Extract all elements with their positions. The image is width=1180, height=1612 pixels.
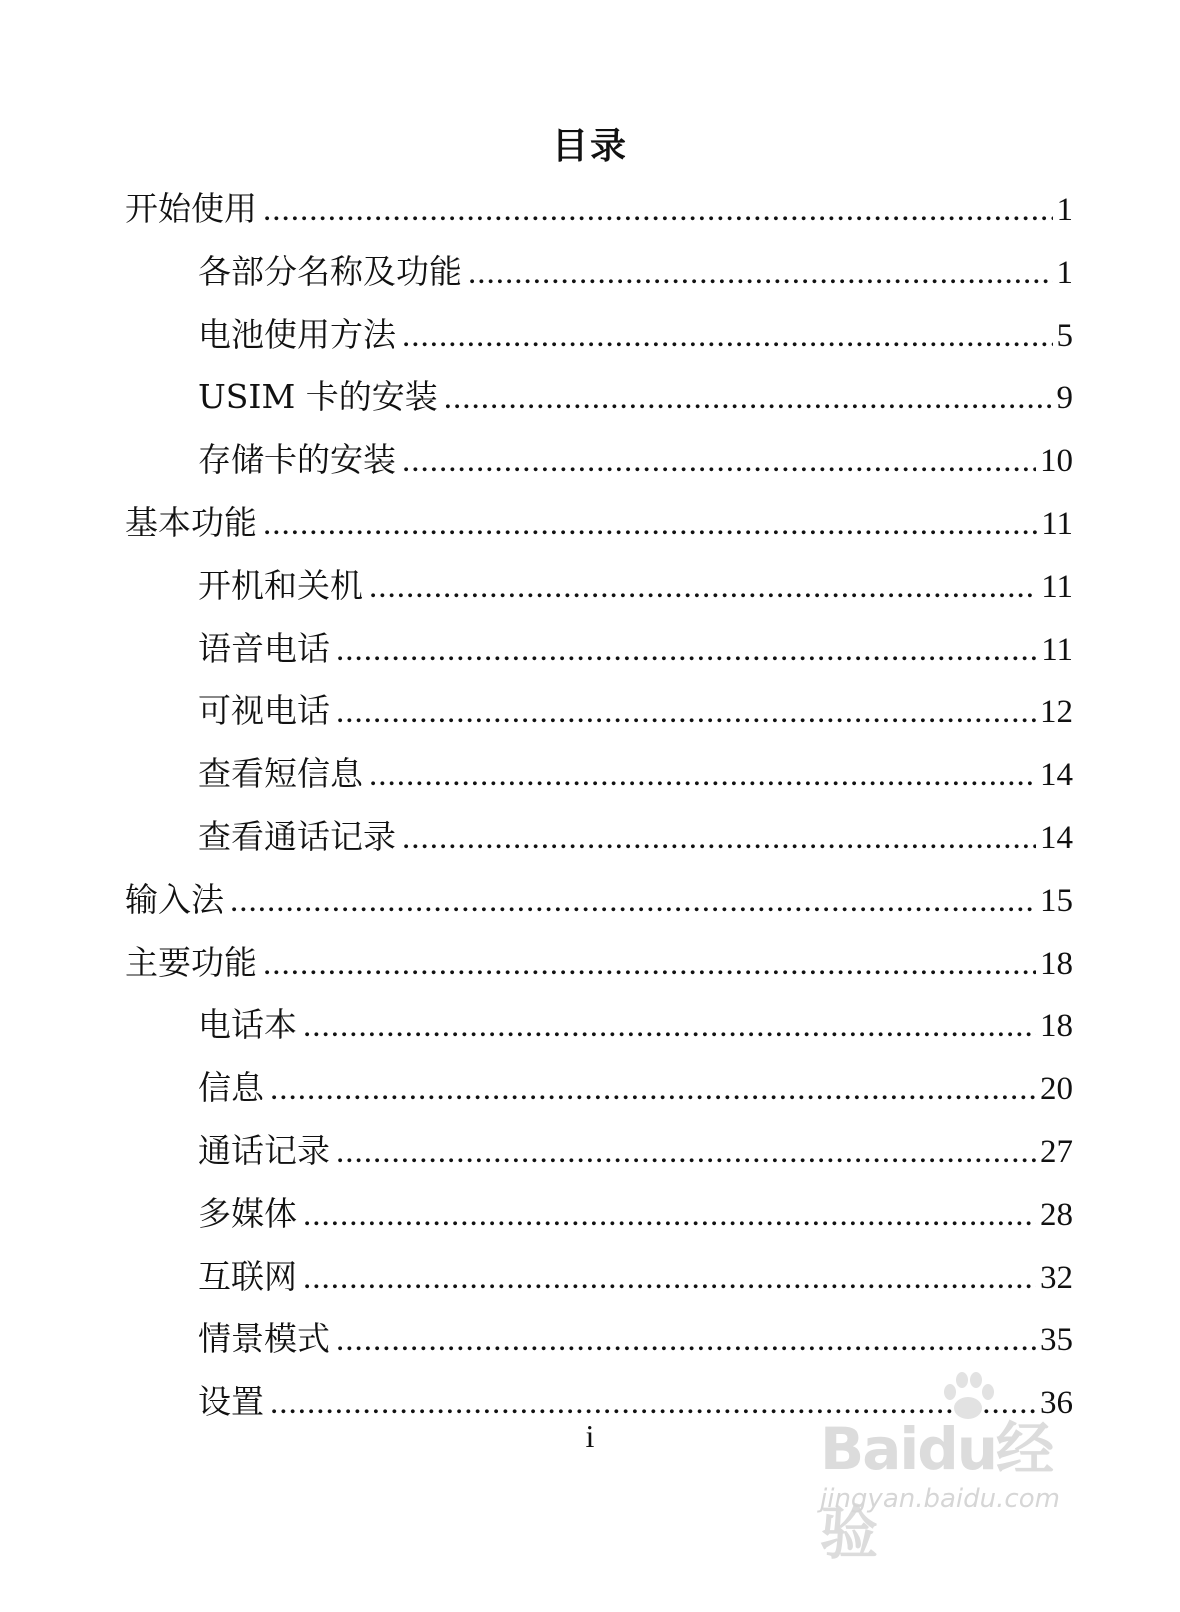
toc-leader xyxy=(270,1058,1036,1121)
toc-entry[interactable] xyxy=(125,743,1073,806)
toc-entry[interactable] xyxy=(125,178,1073,241)
toc-entry-page: 18 xyxy=(1040,945,1073,982)
toc-entry-label: 信息 xyxy=(198,1068,264,1108)
toc-leader xyxy=(402,430,1036,493)
toc-entry[interactable] xyxy=(125,304,1073,367)
toc-leader xyxy=(402,807,1036,870)
page-number: i xyxy=(585,1418,595,1454)
toc-entry[interactable] xyxy=(125,1183,1073,1246)
toc-entry[interactable] xyxy=(125,555,1073,618)
toc-entry-label: 查看通话记录 xyxy=(198,816,396,856)
toc-entry-label: 情景模式 xyxy=(198,1319,330,1359)
toc-leader xyxy=(263,933,1036,996)
toc-entry[interactable] xyxy=(125,806,1073,869)
toc-entry-page: 20 xyxy=(1040,1071,1073,1108)
toc-leader xyxy=(303,1247,1036,1310)
toc-entry-label: 通话记录 xyxy=(198,1130,330,1170)
toc-leader xyxy=(336,1121,1036,1184)
toc-entry-page: 11 xyxy=(1041,505,1073,542)
toc-entry-page: 36 xyxy=(1040,1385,1073,1422)
toc-entry[interactable] xyxy=(125,1057,1073,1120)
toc-leader xyxy=(468,242,1053,305)
toc-entry[interactable] xyxy=(125,618,1073,681)
toc-entry-page: 11 xyxy=(1041,568,1073,605)
toc-leader xyxy=(303,1184,1036,1247)
toc-entry-label: 开机和关机 xyxy=(198,565,363,605)
toc-entry-label: 电话本 xyxy=(198,1005,297,1045)
page-title: 目录 xyxy=(551,125,628,167)
toc-entry-label: 电池使用方法 xyxy=(198,314,396,354)
toc-leader xyxy=(263,179,1053,242)
toc-entry-label: 基本功能 xyxy=(125,502,257,542)
toc-leader xyxy=(303,995,1036,1058)
watermark-logo-text: Baidu经验 xyxy=(820,1415,1053,1567)
toc-entry-page: 9 xyxy=(1056,380,1073,417)
watermark-url: jingyan.baidu.com xyxy=(820,1484,1060,1514)
toc-entry-page: 11 xyxy=(1041,631,1073,668)
toc-entry-page: 12 xyxy=(1040,694,1073,731)
toc-leader xyxy=(230,870,1036,933)
toc-entry[interactable] xyxy=(125,241,1073,304)
baidu-jingyan-watermark xyxy=(820,1402,1090,1567)
toc-entry-label: 可视电话 xyxy=(198,691,330,731)
toc-entry-label: 多媒体 xyxy=(198,1193,297,1233)
toc-entry[interactable] xyxy=(125,429,1073,492)
toc-entry[interactable] xyxy=(125,994,1073,1057)
toc-leader xyxy=(402,305,1053,368)
toc-leader xyxy=(263,493,1037,556)
toc-entry-label: 语音电话 xyxy=(198,628,330,668)
toc-leader xyxy=(336,1309,1036,1372)
toc-entry-page: 1 xyxy=(1056,192,1073,228)
toc-entry-page: 28 xyxy=(1040,1196,1073,1233)
toc-entry-page: 5 xyxy=(1056,317,1073,354)
toc-entry-label: 各部分名称及功能 xyxy=(198,251,462,291)
toc-leader xyxy=(336,619,1037,682)
toc-entry-label: 互联网 xyxy=(198,1256,297,1296)
toc-entry-label: 设置 xyxy=(198,1382,264,1422)
toc-entry-label: 主要功能 xyxy=(125,942,257,982)
toc-entry[interactable] xyxy=(125,869,1073,932)
toc-entry-label: 存储卡的安装 xyxy=(198,440,396,480)
toc-entry-label: 输入法 xyxy=(125,879,224,919)
toc-entry-label: 开始使用 xyxy=(125,189,257,228)
toc-entry[interactable] xyxy=(125,1308,1073,1371)
toc-leader xyxy=(336,681,1036,744)
toc-leader xyxy=(444,367,1053,430)
toc-leader xyxy=(369,556,1037,619)
toc-entry[interactable] xyxy=(125,492,1073,555)
toc-entry-page: 27 xyxy=(1040,1133,1073,1170)
toc-entry[interactable] xyxy=(125,680,1073,743)
toc-entry[interactable] xyxy=(125,932,1073,995)
toc-entry-page: 10 xyxy=(1040,443,1073,480)
table-of-contents xyxy=(125,178,1073,1434)
toc-entry-page: 14 xyxy=(1040,757,1073,794)
toc-entry-page: 32 xyxy=(1040,1259,1073,1296)
toc-entry-label: 查看短信息 xyxy=(198,754,363,794)
toc-leader xyxy=(369,744,1036,807)
toc-entry-page: 18 xyxy=(1040,1008,1073,1045)
toc-entry-label: USIM 卡的安装 xyxy=(198,377,438,417)
toc-entry-page: 35 xyxy=(1040,1322,1073,1359)
toc-entry[interactable] xyxy=(125,1246,1073,1309)
toc-entry-page: 15 xyxy=(1040,882,1073,919)
toc-entry[interactable] xyxy=(125,1120,1073,1183)
toc-entry-page: 14 xyxy=(1040,819,1073,856)
toc-entry[interactable] xyxy=(125,366,1073,429)
toc-entry-page: 1 xyxy=(1056,254,1073,291)
